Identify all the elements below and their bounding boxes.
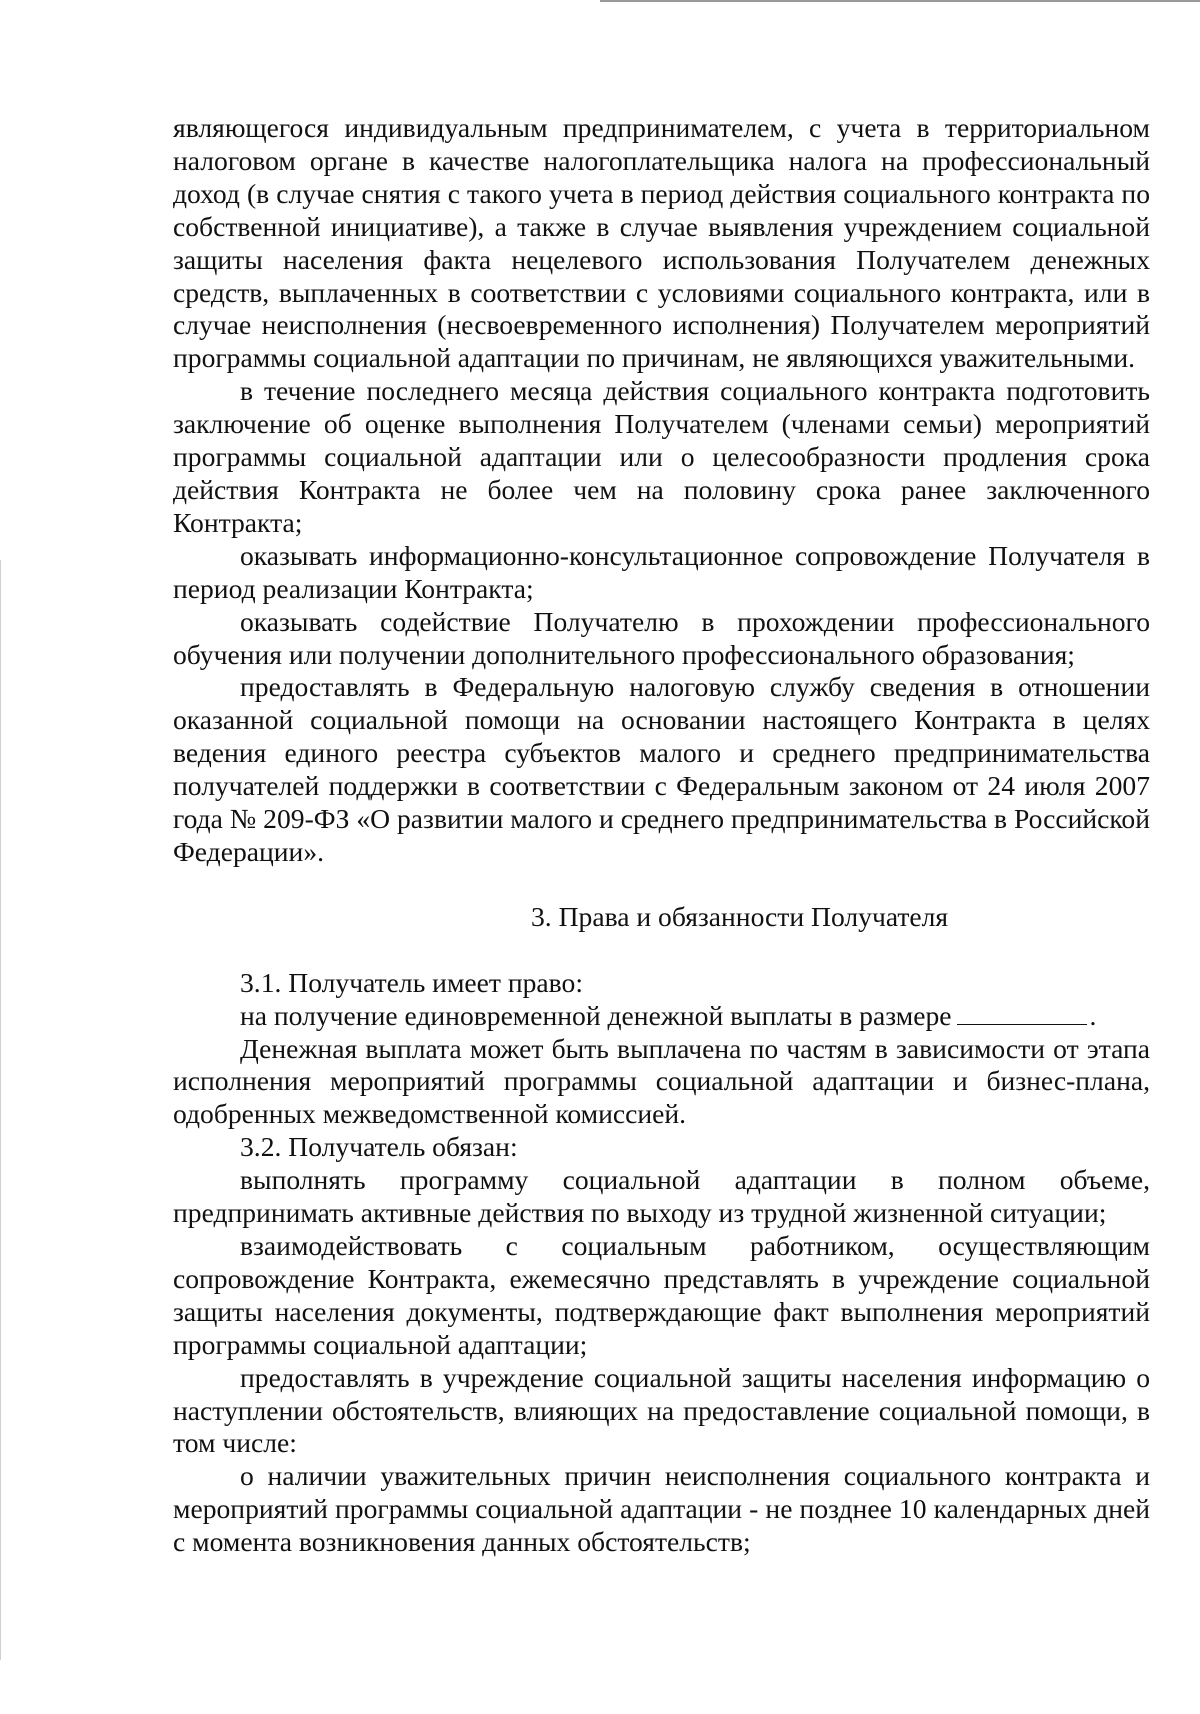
scan-edge-top [600, 0, 1200, 2]
paragraph-conclusion-duty: в течение последнего месяца действия социального контракта подготовить заключение об оценке выполнения Получателем (членами семьи) мероприятий программы социальной адаптации или о целесообразности продления срока действия Контракта не более чем на половину срока ранее заключенного Контракта; [173, 375, 1150, 538]
document-page [173, 112, 1150, 1559]
paragraph-continuation: являющегося индивидуальным предпринимателем, с учета в территориальном налоговом органе в качестве налогоплательщика налога на профессиональный доход (в случае снятия с такого учета в период действия социального контракта по собственной инициативе), а также в случае выявления учреждением социальной защиты населения факта нецелевого использования Получателем денежных средств, выплаченных в соответствии с условиями социального контракта, или в случае неисполнения (несвоевременного исполнения) Получателем мероприятий программы социальной адаптации по причинам, не являющихся уважительными. [173, 112, 1150, 374]
paragraph-cooperation-duty: взаимодействовать с социальным работником, осуществляющим сопровождение Контракта, ежемесячно представлять в учреждение социальной защиты населения документы, подтверждающие факт выполнения мероприятий программы социальной адаптации; [173, 1230, 1150, 1360]
clause-3-1: 3.1. Получатель имеет право: [240, 966, 583, 998]
payment-line-end: . [1089, 999, 1097, 1031]
paragraph-information-duty: предоставлять в учреждение социальной защиты населения информацию о наступлении обстоятельств, влияющих на предоставление социальной помощи, в том числе: [173, 1361, 1150, 1459]
scan-edge-left [0, 560, 1, 1660]
paragraph-training-duty: оказывать содействие Получателю в прохождении профессионального обучения или получении дополнительного профессионального образования; [173, 605, 1150, 670]
payment-note: Денежная выплата может быть выплачена по частям в зависимости от этапа исполнения мероприятий программы социальной адаптации и бизнес-плана, одобренных межведомственной комиссией. [173, 1032, 1150, 1130]
paragraph-tax-service-duty: предоставлять в Федеральную налоговую службу сведения в отношении оказанной социальной помощи на основании настоящего Контракта в целях ведения единого реестра субъектов малого и среднего предпринимательства получателей поддержки в соответствии с Федеральным законом от 24 июля 2007 года № 209-ФЗ «О развитии малого и среднего предпринимательства в Российской Федерации». [173, 671, 1150, 867]
section-heading: 3. Права и обязанности Получателя [531, 900, 949, 932]
payment-line-text: на получение единовременной денежной выплаты в размере [240, 999, 952, 1031]
payment-amount-blank [957, 1002, 1087, 1025]
spacer [173, 934, 1150, 967]
payment-line [173, 1000, 1150, 1033]
spacer [173, 869, 1150, 901]
paragraph-program-duty: выполнять программу социальной адаптации в полном объеме, предпринимать активные действия по выходу из трудной жизненной ситуации; [173, 1164, 1150, 1229]
paragraph-consulting-duty: оказывать информационно-консультационное сопровождение Получателя в период реализации Контракта; [173, 539, 1150, 604]
clause-3-2: 3.2. Получатель обязан: [240, 1131, 518, 1163]
paragraph-valid-reasons: о наличии уважительных причин неисполнения социального контракта и мероприятий программы социальной адаптации - не позднее 10 календарных дней с момента возникновения данных обстоятельств; [173, 1460, 1150, 1558]
